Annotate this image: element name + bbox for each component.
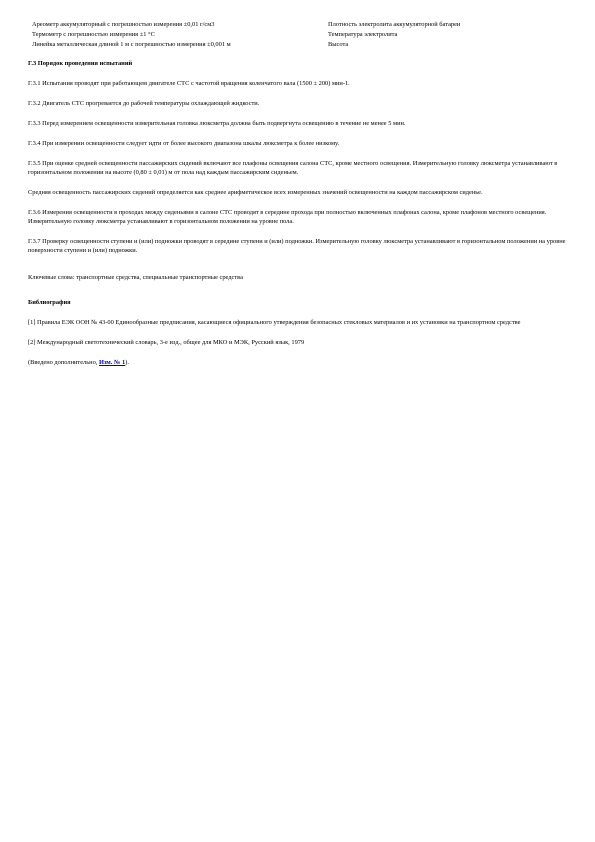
paragraph-g37: Г.3.7 Проверку освещенности ступени и (или) подножки проводят в середине ступени и (или) подножки. Измерительную головку люксметра устанавливают в горизонтальном положении на уровне поверхности ступени и (или) подножки. (28, 238, 566, 254)
bibliography-item: [2] Международный светотехнический словарь, 3-е изд., общее для МКО и МЭК, Русский язык, 1979 (28, 339, 305, 346)
table-row (32, 20, 532, 30)
parameter-cell: Плотность электролита аккумуляторной батареи (328, 21, 461, 28)
keywords: Ключевые слова: транспортные средства, специальные транспортные средства (28, 274, 243, 281)
paragraph-g33: Г.3.3 Перед измерением освещенности измерительная головка люксметра должна быть подвергнута освещению в течение не менее 5 мин. (28, 120, 406, 127)
section-heading: Г.3 Порядок проведения испытаний (28, 60, 133, 67)
parameter-cell: Температура электролита (328, 31, 398, 38)
paragraph-g35: Г.3.5 При оценке средней освещенности пассажирских сидений включают все плафоны освещения салона СТС, кроме местного освещения. Измерительную головку люксметра устанавливают в горизонтальном положении на высоте (0,80 ± 0,01) м от пола над каждым пассажирским сиденьем. (28, 160, 558, 176)
instrument-cell: Ареометр аккумуляторный с погрешностью измерения ±0,01 г/см3 (32, 21, 215, 28)
instrument-cell: Линейка металлическая длиной 1 м с погрешностью измерения ±0,001 м (32, 41, 231, 48)
amendment-suffix: ). (125, 359, 129, 366)
paragraph-g31: Г.3.1 Испытания проводят при работающем двигателе СТС с частотой вращения коленчатого вала (1500 ± 200) мин-1. (28, 80, 350, 87)
paragraph-average-illuminance: Средняя освещенность пассажирских сидений определяется как среднее арифметическое всех измеренных значений освещенности на каждом пассажирском сиденье. (28, 189, 483, 196)
table-row (32, 40, 532, 50)
equipment-table (32, 20, 532, 50)
amendment-link[interactable]: Изм. № 1 (98, 359, 126, 366)
table-row (32, 30, 532, 40)
instrument-cell: Термометр с погрешностью измерения ±1 °С (32, 31, 155, 38)
amendment-note (28, 358, 568, 367)
bibliography-item: [1] Правила ЕЭК ООН № 43-00 Единообразные предписания, касающиеся официального утверждения безопасных стекловых материалов и их установки на транспортном средстве (28, 319, 521, 326)
amendment-prefix: (Введено дополнительно, (28, 359, 99, 366)
document-body (28, 20, 568, 367)
bibliography-heading: Библиография (28, 299, 71, 306)
paragraph-g32: Г.3.2 Двигатель СТС прогревается до рабочей температуры охлаждающей жидкости. (28, 100, 260, 107)
paragraph-g34: Г.3.4 При измерении освещенности следует идти от более высокого диапазона шкалы люксметра к более низкому. (28, 140, 340, 147)
paragraph-g36: Г.3.6 Измерения освещенности в проходах между сиденьями в салоне СТС проводят в середине прохода при полностью включенных плафонах салона, кроме плафонов местного освещения. Измерительную головку люксметра устанавливают в горизонтальном положении на уровне пола. (28, 209, 547, 225)
parameter-cell: Высота (328, 41, 349, 48)
